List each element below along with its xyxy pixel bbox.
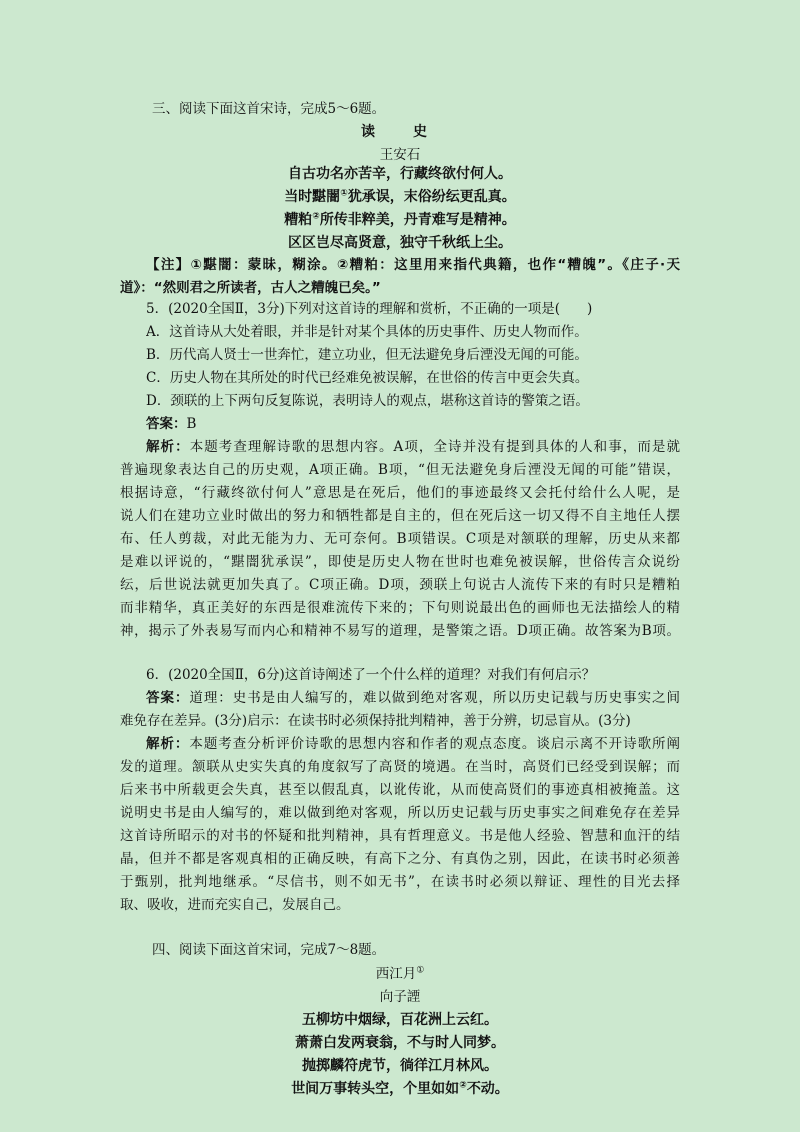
option-d: D．颈联的上下两句反复陈说，表明诗人的观点，堪称这首诗的警策之语。 [146, 393, 589, 409]
option-b: B．历代高人贤士一世奔忙，建立功业，但无法避免身后湮没无闻的可能。 [146, 347, 588, 363]
section-heading: 四、阅读下面这首宋词，完成7～8题。 [152, 942, 386, 958]
analysis-line: 根据诗意，“行藏终欲付何人”意思是在死后，他们的事迹最终又会托付给什么人呢，是 [120, 485, 680, 501]
analysis-line: 于甄别，批判地继承。“尽信书，则不如无书”，在读书时必须以辩证、理性的目光去择 [120, 874, 680, 890]
poem-line: 萧萧白发两衰翁，不与时人同梦。 [295, 1035, 505, 1051]
analysis-line: 是难以评说的，“黮闇犹承误”，即使是历史人物在世时也难免被误解，世俗传言众说纷 [120, 554, 680, 570]
analysis-line: 晶，但并不都是客观真相的正确反映，有高下之分、有真伪之别，因此，在读书时必须善 [120, 851, 680, 867]
analysis-line: 神，揭示了外表易写而内心和精神不易写的道理，是警策之语。D项正确。故答案为B项。 [120, 623, 680, 639]
footnote-marker: ① [416, 965, 425, 976]
analysis-line: 这首诗所昭示的对书的怀疑和批判精神，具有哲理意义。书是他人经验、智慧和血汗的结 [120, 828, 680, 844]
footnote-marker: ① [340, 188, 348, 199]
question-5-stem: 5．(2020全国Ⅱ，3分)下列对这首诗的理解和赏析，不正确的一项是( ) [146, 301, 593, 317]
answer-label: 答案： [146, 416, 187, 432]
poem-title: 西江月① [375, 965, 425, 982]
poem-line: 区区岂尽高贤意，独守千秋纸上尘。 [288, 235, 512, 251]
poem-line: 自古功名亦苦辛，行藏终欲付何人。 [288, 166, 512, 182]
note-line: 【注】①黮闇：蒙昧，糊涂。②糟粕：这里用来指代典籍，也作“糟魄”。《庄子·天 [146, 257, 680, 273]
analysis-line: 而非精华，真正美好的东西是很难流传下来的；下句则说最出色的画师也无法描绘人的精 [120, 600, 680, 616]
analysis-line: 取、吸收，进而充实自己，发展自己。 [120, 897, 350, 913]
poem-line: 当时黮闇①犹承误，末俗纷纭更乱真。 [284, 188, 516, 205]
answer-value: B [186, 416, 197, 432]
analysis-line: 解析：本题考查分析评价诗歌的思想内容和作者的观点态度。谈启示离不开诗歌所阐 [146, 736, 680, 752]
analysis-label: 解析： [146, 736, 190, 752]
analysis-line: 发的道理。颔联从史实失真的角度叙写了高贤的境遇。在当时，高贤们已经受到误解；而 [120, 759, 680, 775]
analysis-line: 说人们在建功立业时做出的努力和牺牲都是自主的，但在死后这一切又得不自主地任人摆 [120, 508, 680, 524]
answer-line: 难免存在差异。(3分)启示：在读书时必须保持批判精神，善于分辨，切忌盲从。(3分) [120, 713, 631, 729]
question-6-stem: 6．(2020全国Ⅱ，6分)这首诗阐述了一个什么样的道理？对我们有何启示？ [146, 667, 596, 683]
analysis-line: 后来书中所载更会失真，甚至以假乱真，以讹传讹，从而使高贤们的事迹真相被掩盖。这 [120, 782, 680, 798]
answer-line [146, 412, 706, 436]
note-line: 道》：“然则君之所读者，古人之糟魄已矣。” [120, 280, 381, 296]
poem-line: 世间万事转头空，个里如如②不动。 [291, 1080, 509, 1097]
analysis-line: 说明史书是由人编写的，难以做到绝对客观，所以历史记载与历史事实之间难免存在差异 [120, 805, 680, 821]
option-c: C．历史人物在其所处的时代已经难免被误解，在世俗的传言中更会失真。 [146, 370, 589, 386]
poem-line: 五柳坊中烟绿，百花洲上云红。 [302, 1012, 498, 1028]
poem-author: 王安石 [379, 147, 421, 163]
poem-author: 向子諲 [379, 989, 421, 1005]
analysis-line: 解析：本题考查理解诗歌的思想内容。A项，全诗并没有提到具体的人和事，而是就 [146, 439, 680, 455]
analysis-line: 布、任人剪裁，对此无能为力、无可奈何。B项错误。C项是对颔联的理解，历史从来都 [120, 531, 680, 547]
footnote-marker: ② [459, 1080, 467, 1091]
answer-line: 答案：道理：史书是由人编写的，难以做到绝对客观，所以历史记载与历史事实之间 [146, 690, 680, 706]
analysis-line: 纭，后世说法就更加失真了。C项正确。D项，颈联上句说古人流传下来的有时只是糟粕 [120, 577, 680, 593]
option-a: A．这首诗从大处着眼，并非是针对某个具体的历史事件、历史人物而作。 [146, 324, 588, 340]
analysis-line: 普遍现象表达自己的历史观，A项正确。B项，“但无法避免身后湮没无闻的可能”错误， [120, 462, 680, 478]
poem-line: 糟粕②所传非粹美，丹青难写是精神。 [284, 211, 516, 228]
analysis-label: 解析： [146, 439, 190, 455]
poem-line: 抛掷麟符虎节，徜徉江月林风。 [302, 1058, 498, 1074]
poem-title: 读 史 [361, 124, 439, 140]
answer-label: 答案： [146, 690, 190, 706]
section-heading: 三、阅读下面这首宋诗，完成5～6题。 [152, 101, 386, 117]
footnote-marker: ② [312, 211, 320, 222]
